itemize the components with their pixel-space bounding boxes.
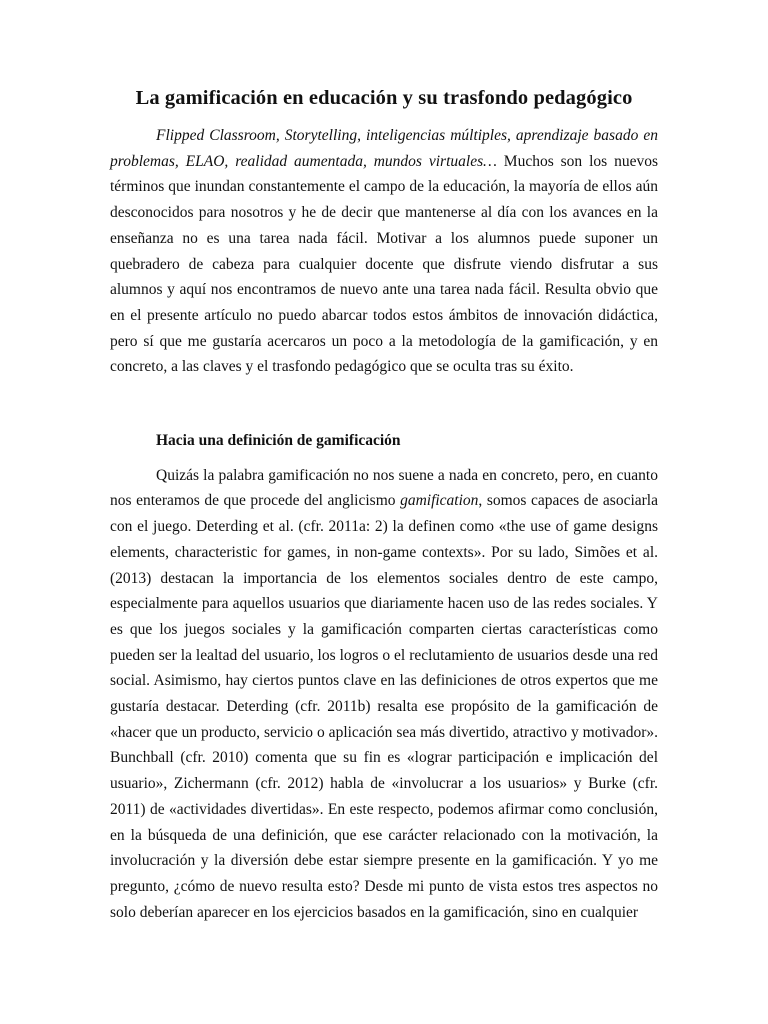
section-italic-term: gamification — [400, 492, 479, 510]
section-text-start: Quizás la palabra gamificación no nos suene a nada en concreto, pero, en cuanto nos enteramos de que procede del anglicismo — [110, 466, 658, 510]
section-heading: Hacia una definición de gamificación — [156, 432, 401, 450]
section-text-rest: , somos capaces de asociarla con el juego. Deterding et al. (cfr. 2011a: 2) la definen como «the use of game designs elements, characteristic for games, in non-game contexts». Por su lado, Simões et al. (2013) destacan la importancia de los elementos sociales dentro de este campo, especialmente para aquellos usuarios que diariamente hacen uso de las redes sociales. Y es que los juegos sociales y la gamificación comparten ciertas características como pueden ser la lealtad del usuario, los logros o el reclutamiento de usuarios desde una red social. Asimismo, hay ciertos puntos clave en las definiciones de otros expertos que me gustaría destacar. Deterding (cfr. 2011b) resalta ese propósito de la gamificación de «hacer que un producto, servicio o aplicación sea más divertido, atractivo y motivador». Bunchball (cfr. 2010) comenta que su fin es «lograr participación e implicación del usuario», Zichermann (cfr. 2012) habla de «involucrar a los usuarios» y Burke (cfr. 2011) de «actividades divertidas». En este respecto, podemos afirmar como conclusión, en la búsqueda de una definición, que ese carácter relacionado con la motivación, la involucración y la diversión debe estar siempre presente en la gamificación. Y yo me pregunto, ¿cómo de nuevo resulta esto? Desde mi punto de vista estos tres aspectos no solo deberían aparecer en los ejercicios basados en la gamificación, sino en cualquier — [110, 492, 658, 921]
document-title: La gamificación en educación y su trasfondo pedagógico — [135, 87, 633, 109]
intro-italic-terms-2: ELAO, realidad aumentada, mundos virtuales… — [185, 152, 497, 170]
intro-body-text: Muchos son los nuevos términos que inundan constantemente el campo de la educación, la mayoría de ellos aún desconocidos para nosotros y he de decir que mantenerse al día con los avances en la enseñanza no es una tarea nada fácil. Motivar a los alumnos puede suponer un quebradero de cabeza para cualquier docente que disfrute viendo disfrutar a sus alumnos y aquí nos encontramos de nuevo ante una tarea nada fácil. Resulta obvio que en el presente artículo no puedo abarcar todos estos ámbitos de innovación didáctica, pero sí que me gustaría acercaros un poco a la metodología de la gamificación, y en concreto, a las claves y el trasfondo pedagógico que se oculta tras su éxito. — [110, 152, 658, 376]
intro-italic-terms: Flipped Classroom, Storytelling, inteligencias múltiples, aprendizaje basado en problemas, — [110, 127, 658, 170]
intro-paragraph — [110, 123, 658, 380]
section-paragraph — [110, 463, 658, 926]
